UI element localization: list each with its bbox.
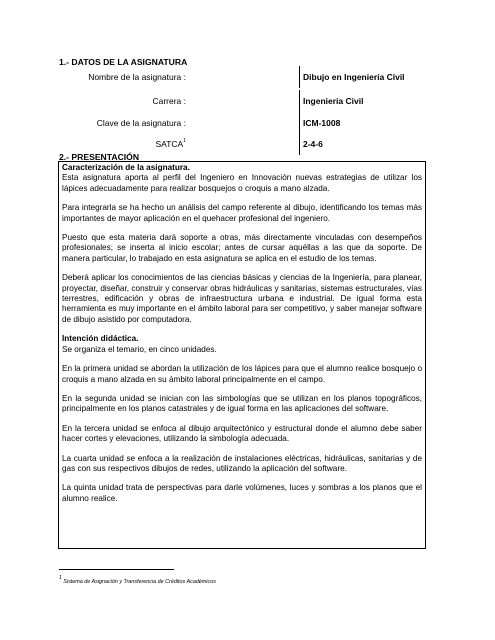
- paragraph: Deberá aplicar los conocimientos de las ciencias básicas y ciencias de la Ingeniería, para planear, proyectar, diseñar, construir y conservar obras hidráulicas y sanitarias, sistemas estructurales, vías terrestres, edificación y obras de infraestructura urbana e industrial. De igual forma esta herramienta es muy importante en el ámbito laboral para ser competitivo, y saber manejar software de dibujo asistido por computadora.: [62, 273, 422, 324]
- caracterizacion-heading: Caracterización de la asignatura.: [62, 163, 190, 172]
- info-value-satca: 2-4-6: [303, 139, 323, 149]
- info-label-carrera: Carrera :: [152, 96, 186, 106]
- footnote-mark: 1: [59, 575, 62, 581]
- info-separator: [299, 112, 300, 134]
- footnote-reference[interactable]: 1: [183, 138, 186, 145]
- info-label-satca: [156, 139, 187, 149]
- info-value-clave: ICM-1008: [303, 118, 341, 128]
- footnote: [59, 576, 216, 585]
- info-value-carrera: Ingeniería Civil: [303, 96, 364, 106]
- presentation-box: [58, 161, 426, 549]
- unidad-paragraph: En la tercera unidad se enfoca al dibujo arquitectónico y estructural donde el alumno debe saber hacer cortes y elevaciones, utilizando la simbología adecuada.: [62, 423, 422, 444]
- info-row-nombre: [59, 72, 439, 84]
- info-label-nombre: Nombre de la asignatura :: [88, 72, 186, 82]
- info-separator: [299, 133, 300, 155]
- info-label-clave: Clave de la asignatura :: [96, 118, 186, 128]
- info-row-satca: [59, 139, 439, 151]
- section-2-heading: 2.- PRESENTACIÓN: [59, 152, 140, 162]
- paragraph: Esta asignatura aporta al perfil del Ingeniero en Innovación nuevas estrategias de utilizar los lápices adecuadamente para realizar bosquejos o croquis a mano alzada.: [62, 173, 422, 193]
- paragraph: Para integrarla se ha hecho un análisis del campo referente al dibujo, identificando los temas más importantes de mayor aplicación en el quehacer profesional del ingeniero.: [62, 203, 422, 223]
- paragraph: Se organiza el temario, en cinco unidades.: [62, 344, 217, 354]
- intencion-heading: Intención didáctica.: [62, 334, 139, 344]
- unidad-paragraph: En la primera unidad se abordan la utilización de los lápices para que el alumno realice bosquejo o croquis a mano alzada en su ámbito laboral principalmente en el campo.: [62, 364, 422, 384]
- footnote-divider: [59, 569, 174, 570]
- section-1-heading: 1.- DATOS DE LA ASIGNATURA: [59, 57, 188, 67]
- unidad-paragraph: La cuarta unidad se enfoca a la realización de instalaciones eléctricas, hidráulicas, sanitarias y de gas con sus respectivos dibujos de redes, utilizando la aplicación del software.: [62, 453, 422, 473]
- info-value-nombre: Dibujo en Ingeniería Civil: [303, 72, 405, 82]
- satca-label-text: SATCA: [155, 139, 184, 149]
- info-row-carrera: [59, 96, 439, 108]
- unidad-paragraph: La quinta unidad trata de perspectivas para darle volúmenes, luces y sombras a los planos que el alumno realice.: [62, 483, 422, 503]
- footnote-text: Sistema de Asignación y Transferencia de Créditos Académicos: [63, 578, 216, 585]
- unidad-paragraph: En la segunda unidad se inician con las simbologías que se utilizan en los planos topográficos, principalmente en los planos catastrales y de igual forma en las aplicaciones del software.: [62, 393, 422, 414]
- info-row-clave: [59, 118, 439, 130]
- info-separator: [299, 90, 300, 112]
- paragraph: Puesto que esta materia dará soporte a otras, más directamente vinculadas con desempeños profesionales; se inserta al inicio escolar; antes de cursar aquéllas a las que da soporte. De manera particular, lo trabajado en esta asignatura se aplica en el estudio de los temas.: [62, 233, 422, 263]
- info-separator: [299, 66, 300, 88]
